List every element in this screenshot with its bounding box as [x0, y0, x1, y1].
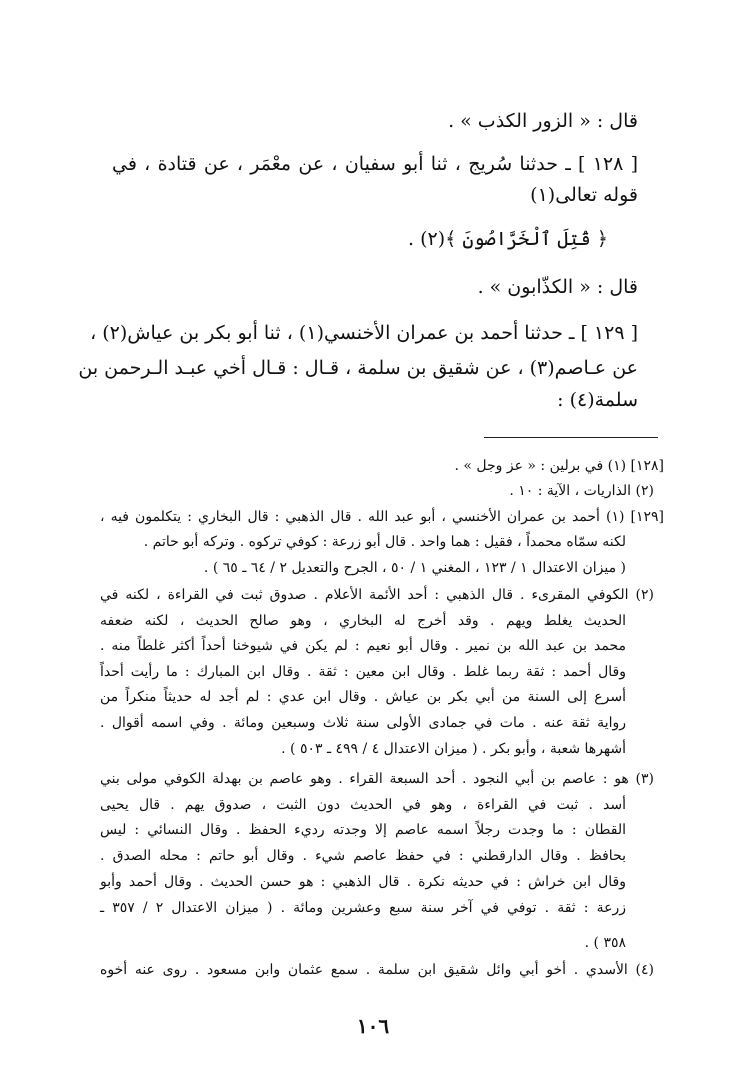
footnote-line: (٢) الذاريات ، الآية : ١٠ .: [509, 483, 654, 499]
footnote-line: ( ميزان الاعتدال ١ / ١٢٣ ، المغني ١ / ٥٠ ، الجرح والتعديل ٢ / ٦٤ ـ ٦٥ ) .: [203, 560, 626, 576]
footnote-line: أسرع إلى السنة من أبي بكر بن عياش . وقال ابن عدي : لم أجد له حديثاً منكراً من: [100, 689, 626, 705]
main-line: [ ١٢٨ ] ـ حدثنا سُريج ، ثنا أبو سفيان ، عن معْمَر ، عن قتادة ، في: [112, 153, 638, 175]
footnote-line: أسد . ثبت في القراءة ، وهو في الحديث دون الثبت ، صدوق يهم . قال يحيى: [100, 797, 626, 813]
footnote-line: محمد بن عبد الله بن نمير . وقال أبو نعيم : لم يكن في شيوخنا أحداً أكثر غلطاً منه .: [100, 638, 626, 654]
footnote-line: زرعة : ثقة . توفي في آخر سنة سبع وعشرين ومائة . ( ميزان الاعتدال ٢ / ٣٥٧ ـ: [100, 900, 626, 916]
footnote-line: أشهرها شعبة ، وأبو بكر . ( ميزان الاعتدال ٤ / ٤٩٩ ـ ٥٠٣ ) .: [281, 741, 626, 757]
footnote-line: وقال أحمد : ثقة ربما غلط . وقال ابن معين : ثقة . وقال ابن المبارك : ما رأيت أحداً: [100, 664, 626, 680]
main-line: قوله تعالى(١): [530, 184, 638, 206]
footnote-line: (٣) هو : عاصم بن أبي النجود . أحد السبعة القراء . وهو عاصم بن بهدلة الكوفي مولى بني: [100, 771, 654, 787]
footnote-line: وقال ابن خراش : في حديثه نكرة . قال الذهبي : هو حسن الحديث . وقال أحمد وأبو: [100, 874, 626, 890]
footnote-divider: [484, 437, 658, 438]
footnote-line: لكنه سمّاه محمداً ، فقيل : هما واحد . قال أبو زرعة : كوفي تركوه . وتركه أبو حاتم .: [143, 534, 626, 550]
quran-verse: ﴿ قُتِلَ ٱلْخَرَّاصُونَ ﴾(٢) .: [408, 228, 608, 250]
main-line: قال : « الكذّابون » .: [477, 276, 638, 298]
footnote-line: [١٢٨] (١) في برلين : « عز وجل » .: [454, 458, 664, 474]
footnote-line: رواية ثقة عنه . مات في جمادى الأولى سنة ثلاث وسبعين ومائة . وفي اسمه أقوال .: [100, 715, 626, 731]
main-line: [ ١٢٩ ] ـ حدثنا أحمد بن عمران الأخنسي(١) ، ثنا أبو بكر بن عياش(٢) ،: [90, 322, 638, 344]
footnote-line: الحديث يغلط ويهم . وقد أخرج له البخاري ، وهو صالح الحديث ، لكنه ضعفه: [100, 613, 626, 629]
page-number: ١٠٦: [356, 1014, 390, 1038]
footnote-line: [١٢٩] (١) أحمد بن عمران الأخنسي ، أبو عبد الله . قال الذهبي : قال البخاري : يتكلمون فيه ،: [100, 509, 664, 525]
footnote-line: القطان : ما وجدت رجلاً اسمه عاصم إلا وجدته رديء الحفظ . وقال النسائي : ليس: [100, 822, 626, 838]
footnote-line: بحافظ . وقال الدارقطني : في حفظ عاصم شيء . وقال أبو حاتم : محله الصدق .: [100, 848, 626, 864]
footnote-line: ٣٥٨ ) .: [584, 935, 626, 951]
main-line: عن عـاصم(٣) ، عن شقيق بن سلمة ، قـال : قـال أخي عبـد الـرحمن بن: [78, 357, 638, 379]
main-line: سلمة(٤) :: [557, 389, 638, 411]
footnote-line: (٢) الكوفي المقرىء . قال الذهبي : أحد الأئمة الأعلام . صدوق ثبت في القراءة ، لكنه في: [100, 587, 654, 603]
footnote-line: (٤) الأسدي . أخو أبي وائل شقيق ابن سلمة . سمع عثمان وابن مسعود . روى عنه أخوه: [100, 962, 654, 978]
main-line: قال : « الزور الكذب » .: [448, 110, 638, 132]
